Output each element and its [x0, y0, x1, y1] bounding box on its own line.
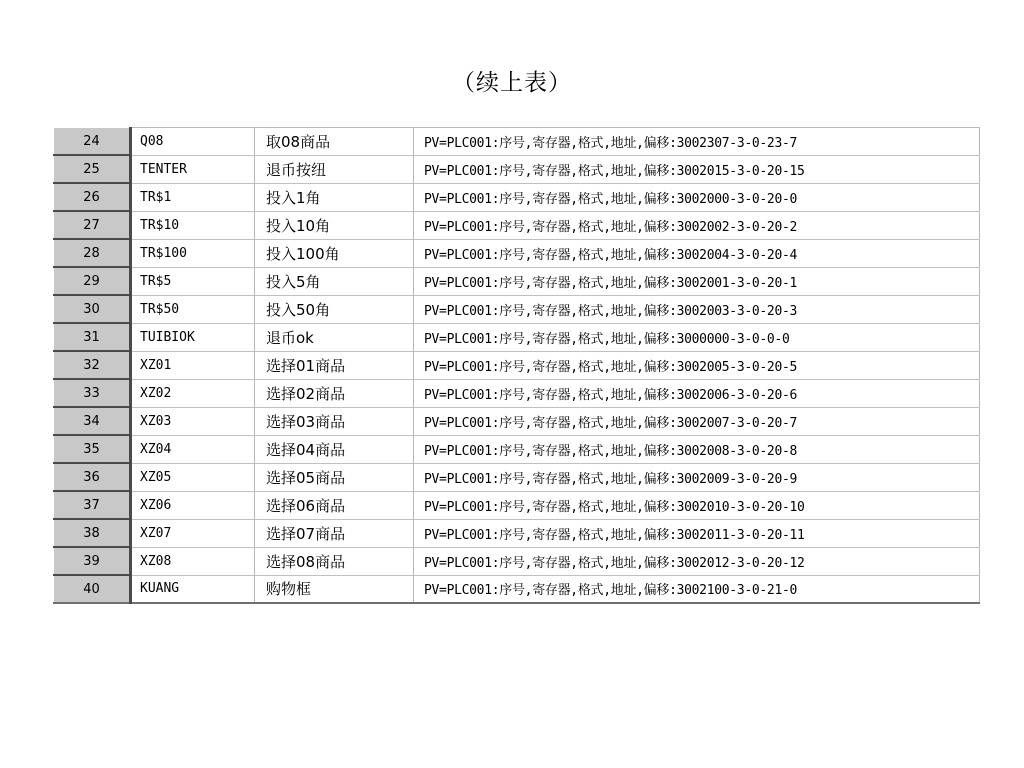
tag-description-cell: 投入10角 [255, 211, 414, 239]
table-row[interactable] [54, 351, 980, 379]
table-row[interactable] [54, 463, 980, 491]
tag-name-cell: TR$100 [131, 239, 255, 267]
tag-description-cell: 购物框 [255, 575, 414, 603]
tag-name-cell: TR$1 [131, 183, 255, 211]
table-row[interactable] [54, 267, 980, 295]
tag-name-cell: TENTER [131, 155, 255, 183]
tag-name-cell: Q08 [131, 128, 255, 156]
tag-description-cell: 选择01商品 [255, 351, 414, 379]
row-index-cell[interactable]: 32 [54, 351, 131, 379]
row-index-cell[interactable]: 30 [54, 295, 131, 323]
tag-description-cell: 投入1角 [255, 183, 414, 211]
tag-description-cell: 投入50角 [255, 295, 414, 323]
tag-name-cell: XZ01 [131, 351, 255, 379]
page-title: （续上表） [452, 70, 572, 96]
row-index-cell[interactable]: 27 [54, 211, 131, 239]
connection-cell: PV=PLC001:序号,寄存器,格式,地址,偏移:3002012-3-0-20-12 [414, 547, 980, 575]
row-index-cell[interactable]: 28 [54, 239, 131, 267]
tag-name-cell: XZ03 [131, 407, 255, 435]
connection-cell: PV=PLC001:序号,寄存器,格式,地址,偏移:3002002-3-0-20-2 [414, 211, 980, 239]
tag-name-cell: XZ07 [131, 519, 255, 547]
connection-cell: PV=PLC001:序号,寄存器,格式,地址,偏移:3002000-3-0-20-0 [414, 183, 980, 211]
row-index-cell[interactable]: 24 [54, 128, 131, 156]
row-index-cell[interactable]: 31 [54, 323, 131, 351]
tag-description-cell: 选择07商品 [255, 519, 414, 547]
connection-cell: PV=PLC001:序号,寄存器,格式,地址,偏移:3002004-3-0-20-4 [414, 239, 980, 267]
tag-name-cell: XZ04 [131, 435, 255, 463]
table-row[interactable] [54, 239, 980, 267]
tag-name-cell: TR$50 [131, 295, 255, 323]
tag-description-cell: 投入100角 [255, 239, 414, 267]
table-row[interactable] [54, 183, 980, 211]
tag-description-cell: 选择08商品 [255, 547, 414, 575]
connection-cell: PV=PLC001:序号,寄存器,格式,地址,偏移:3002007-3-0-20-7 [414, 407, 980, 435]
row-index-cell[interactable]: 29 [54, 267, 131, 295]
connection-cell: PV=PLC001:序号,寄存器,格式,地址,偏移:3002006-3-0-20-6 [414, 379, 980, 407]
row-index-cell[interactable]: 34 [54, 407, 131, 435]
row-index-cell[interactable]: 25 [54, 155, 131, 183]
tag-name-cell: TR$10 [131, 211, 255, 239]
connection-cell: PV=PLC001:序号,寄存器,格式,地址,偏移:3002009-3-0-20-9 [414, 463, 980, 491]
table-row[interactable] [54, 435, 980, 463]
tag-name-cell: TUIBIOK [131, 323, 255, 351]
tag-name-cell: XZ05 [131, 463, 255, 491]
tag-description-cell: 选择04商品 [255, 435, 414, 463]
tag-name-cell: KUANG [131, 575, 255, 603]
tag-description-cell: 退币按纽 [255, 155, 414, 183]
table-row[interactable] [54, 128, 980, 156]
tag-name-cell: XZ02 [131, 379, 255, 407]
connection-cell: PV=PLC001:序号,寄存器,格式,地址,偏移:3000000-3-0-0-0 [414, 323, 980, 351]
connection-cell: PV=PLC001:序号,寄存器,格式,地址,偏移:3002011-3-0-20-11 [414, 519, 980, 547]
connection-cell: PV=PLC001:序号,寄存器,格式,地址,偏移:3002100-3-0-21-0 [414, 575, 980, 603]
row-index-cell[interactable]: 37 [54, 491, 131, 519]
tag-name-cell: XZ08 [131, 547, 255, 575]
row-index-cell[interactable]: 39 [54, 547, 131, 575]
row-index-cell[interactable]: 26 [54, 183, 131, 211]
row-index-cell[interactable]: 36 [54, 463, 131, 491]
table-row[interactable] [54, 323, 980, 351]
tag-description-cell: 投入5角 [255, 267, 414, 295]
row-index-cell[interactable]: 40 [54, 575, 131, 603]
tag-table [53, 127, 980, 604]
table-row[interactable] [54, 295, 980, 323]
connection-cell: PV=PLC001:序号,寄存器,格式,地址,偏移:3002307-3-0-23-7 [414, 128, 980, 156]
tag-description-cell: 选择06商品 [255, 491, 414, 519]
tag-name-cell: TR$5 [131, 267, 255, 295]
table-row[interactable] [54, 211, 980, 239]
table-row[interactable] [54, 155, 980, 183]
tag-description-cell: 选择03商品 [255, 407, 414, 435]
row-index-cell[interactable]: 33 [54, 379, 131, 407]
table-row[interactable] [54, 519, 980, 547]
tag-name-cell: XZ06 [131, 491, 255, 519]
table-row[interactable] [54, 379, 980, 407]
tag-description-cell: 退币ok [255, 323, 414, 351]
tag-description-cell: 选择02商品 [255, 379, 414, 407]
tag-description-cell: 选择05商品 [255, 463, 414, 491]
connection-cell: PV=PLC001:序号,寄存器,格式,地址,偏移:3002010-3-0-20-10 [414, 491, 980, 519]
connection-cell: PV=PLC001:序号,寄存器,格式,地址,偏移:3002015-3-0-20-15 [414, 155, 980, 183]
table-row[interactable] [54, 491, 980, 519]
table-row[interactable] [54, 547, 980, 575]
connection-cell: PV=PLC001:序号,寄存器,格式,地址,偏移:3002008-3-0-20-8 [414, 435, 980, 463]
connection-cell: PV=PLC001:序号,寄存器,格式,地址,偏移:3002003-3-0-20-3 [414, 295, 980, 323]
connection-cell: PV=PLC001:序号,寄存器,格式,地址,偏移:3002005-3-0-20-5 [414, 351, 980, 379]
table-row[interactable] [54, 575, 980, 603]
tag-table-body [54, 128, 980, 604]
table-row[interactable] [54, 407, 980, 435]
row-index-cell[interactable]: 38 [54, 519, 131, 547]
connection-cell: PV=PLC001:序号,寄存器,格式,地址,偏移:3002001-3-0-20-1 [414, 267, 980, 295]
row-index-cell[interactable]: 35 [54, 435, 131, 463]
tag-description-cell: 取08商品 [255, 128, 414, 156]
